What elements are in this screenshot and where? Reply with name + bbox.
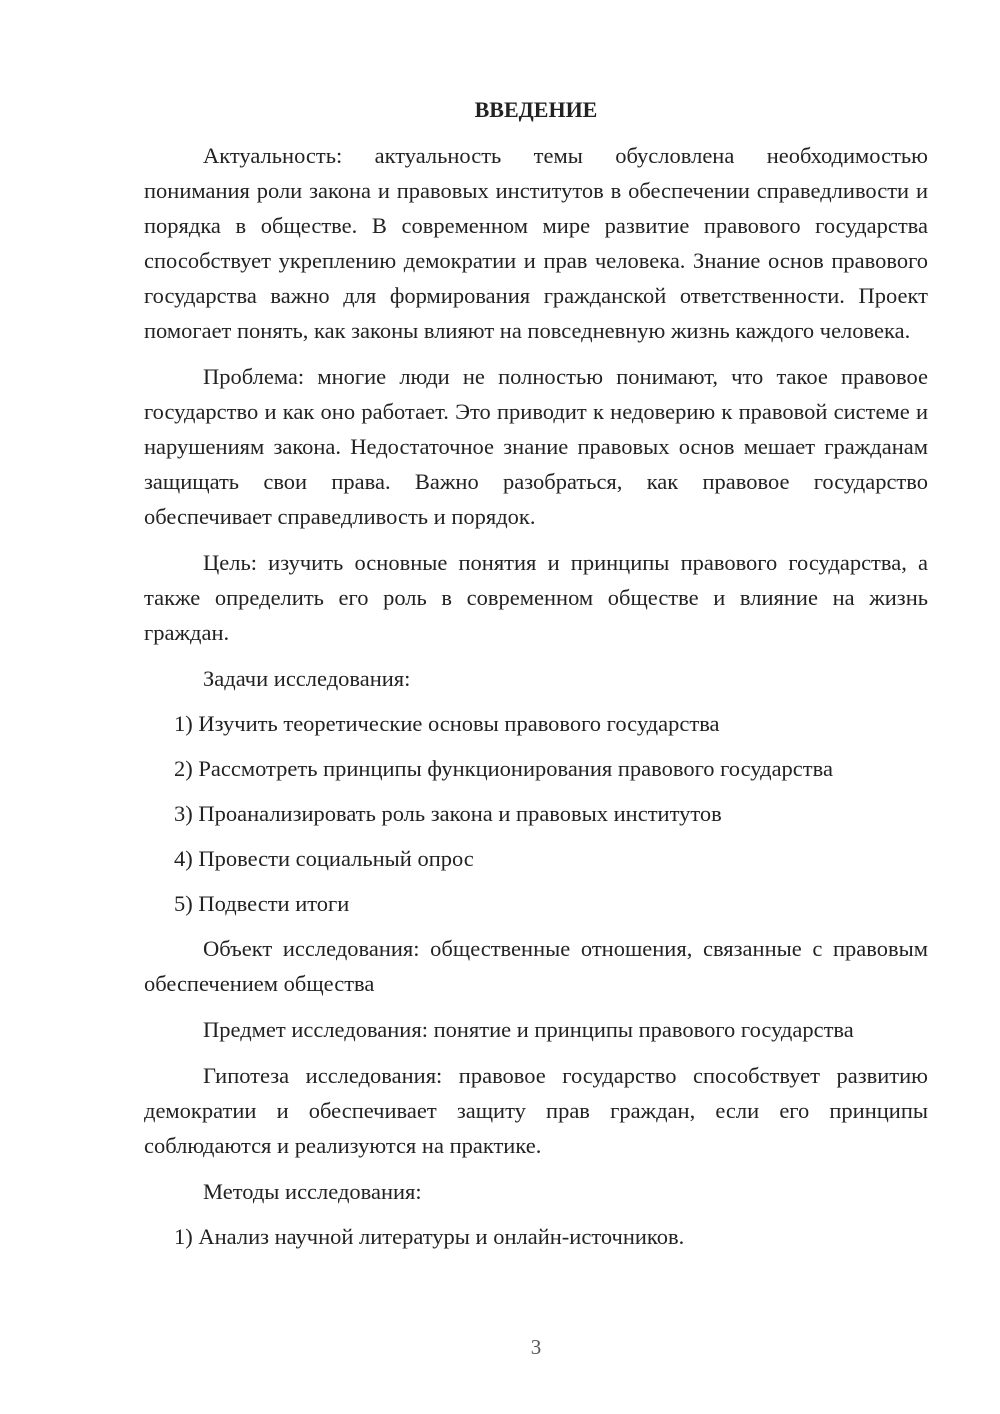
document-page: [144, 94, 928, 1264]
paragraph-relevance: Актуальность: актуальность темы обусловлена необходимостью понимания роли закона и правовых институтов в обеспечении справедливости и порядка в обществе. В современном мире развитие правового государства способствует укреплению демократии и прав человека. Знание основ правового государства важно для формирования гражданской ответственности. Проект помогает понять, как законы влияют на повседневную жизнь каждого человека.: [144, 143, 928, 343]
methods-list: [144, 1219, 928, 1254]
page-number: 3: [530, 1335, 542, 1359]
list-item: 2) Рассмотреть принципы функционирования правового государства: [174, 756, 833, 781]
paragraph-hypothesis: Гипотеза исследования: правовое государство способствует развитию демократии и обеспечивает защиту прав граждан, если его принципы соблюдаются и реализуются на практике.: [144, 1063, 928, 1158]
list-item: 4) Провести социальный опрос: [174, 846, 474, 871]
list-item: 1) Анализ научной литературы и онлайн-источников.: [174, 1224, 685, 1249]
list-item: 5) Подвести итоги: [174, 891, 350, 916]
paragraph-goal: Цель: изучить основные понятия и принципы правового государства, а также определить его роль в современном обществе и влияние на жизнь граждан.: [144, 550, 928, 645]
paragraph-subject: Предмет исследования: понятие и принципы правового государства: [203, 1017, 854, 1042]
paragraph-object: Объект исследования: общественные отношения, связанные с правовым обеспечением общества: [144, 936, 928, 996]
list-item: 3) Проанализировать роль закона и правовых институтов: [174, 801, 722, 826]
tasks-heading: Задачи исследования:: [203, 666, 411, 691]
paragraph-problem: Проблема: многие люди не полностью понимают, что такое правовое государство и как оно работает. Это приводит к недоверию к правовой системе и нарушениям закона. Недостаточное знание правовых основ мешает гражданам защищать свои права. Важно разобраться, как правовое государство обеспечивает справедливость и порядок.: [144, 364, 928, 529]
tasks-list: [144, 706, 928, 921]
page-title: ВВЕДЕНИЕ: [474, 97, 598, 122]
list-item: 1) Изучить теоретические основы правового государства: [174, 711, 720, 736]
methods-heading: Методы исследования:: [203, 1179, 422, 1204]
